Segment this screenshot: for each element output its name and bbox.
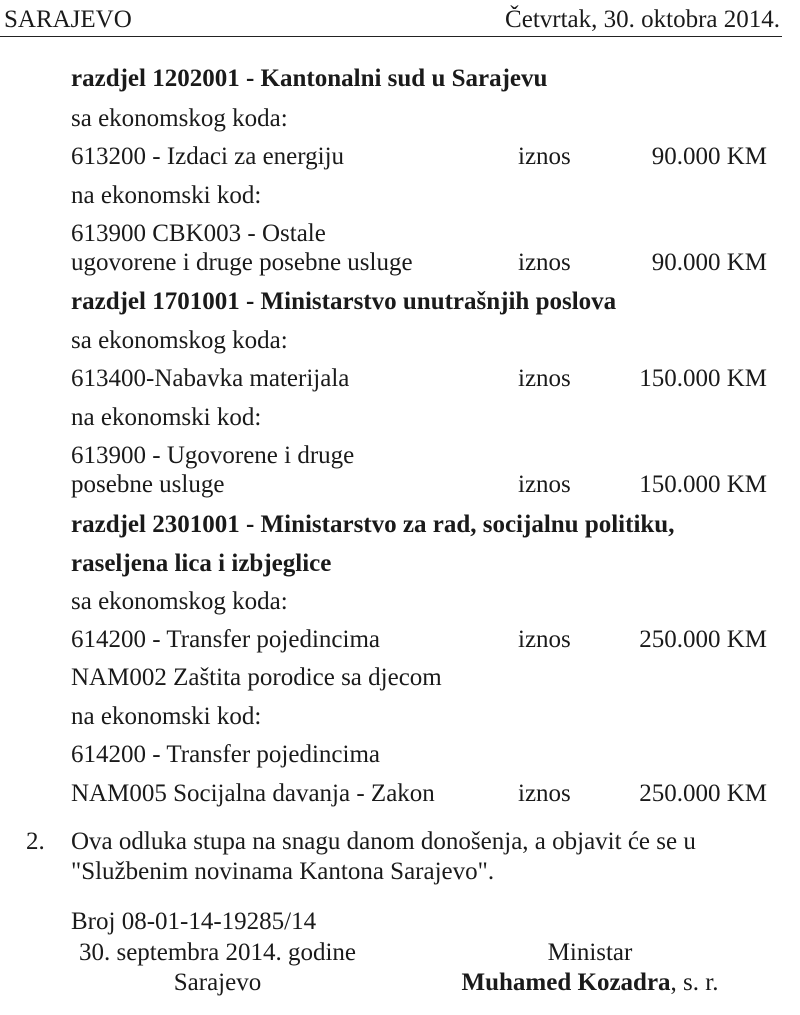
to-label: na ekonomski kod: [71,182,262,209]
item-amount: 150.000 KM [639,471,767,498]
line-item [71,248,771,278]
to-label: na ekonomski kod: [71,703,262,730]
section-heading: razdjel 1701001 - Ministarstvo unutrašnjih poslova [71,288,617,315]
iznos-label: iznos [518,365,571,392]
item-amount: 90.000 KM [651,249,767,276]
item-description: ugovorene i druge posebne usluge [71,249,413,276]
iznos-label: iznos [518,626,571,653]
document-date: 30. septembra 2014. godine [78,939,357,966]
line-item [71,364,771,394]
item-description: 613400-Nabavka materijala [71,365,350,392]
iznos-label: iznos [518,249,571,276]
header-city: SARAJEVO [4,6,132,33]
iznos-label: iznos [518,143,571,170]
line-item [71,142,771,172]
to-description: 613900 - Ugovorene i druge [71,442,355,469]
from-description-continued: NAM002 Zaštita porodice sa djecom [71,664,442,691]
signatory-name: Muhamed Kozadra [461,969,671,996]
point-text-line1: Ova odluka stupa na snagu danom donošenja, a objavit će se u [71,828,696,855]
from-label: sa ekonomskog koda: [71,588,288,615]
to-label: na ekonomski kod: [71,404,262,431]
section-heading: razdjel 2301001 - Ministarstvo za rad, socijalnu politiku, [71,511,675,538]
line-item [71,470,771,500]
section-heading-continued: raseljena lica i izbjeglice [71,550,332,577]
section-heading: razdjel 1202001 - Kantonalni sud u Sarajevu [71,65,548,92]
item-amount: 90.000 KM [651,143,767,170]
point-text-line2: "Službenim novinama Kantona Sarajevo". [71,858,495,885]
item-amount: 250.000 KM [639,626,767,653]
page-header [0,4,782,37]
to-description: 614200 - Transfer pojedincima [71,741,380,768]
item-amount: 150.000 KM [639,365,767,392]
iznos-label: iznos [518,471,571,498]
signatory-title: Ministar [547,939,633,966]
item-amount: 250.000 KM [639,780,767,807]
iznos-label: iznos [518,780,571,807]
item-description: NAM005 Socijalna davanja - Zakon [71,780,435,807]
line-item [71,779,771,809]
point-number: 2. [26,828,45,855]
document-place: Sarajevo [173,969,262,996]
signatory [430,968,750,998]
to-description: 613900 CBK003 - Ostale [71,220,326,247]
header-date: Četvrtak, 30. oktobra 2014. [505,6,780,33]
signatory-suffix: , s. r. [670,969,719,996]
line-item [71,625,771,655]
from-label: sa ekonomskog koda: [71,105,288,132]
item-description: 614200 - Transfer pojedincima [71,626,380,653]
from-label: sa ekonomskog koda: [71,327,288,354]
document-number: Broj 08-01-14-19285/14 [71,908,317,935]
item-description: 613200 - Izdaci za energiju [71,143,345,170]
item-description: posebne usluge [71,471,225,498]
